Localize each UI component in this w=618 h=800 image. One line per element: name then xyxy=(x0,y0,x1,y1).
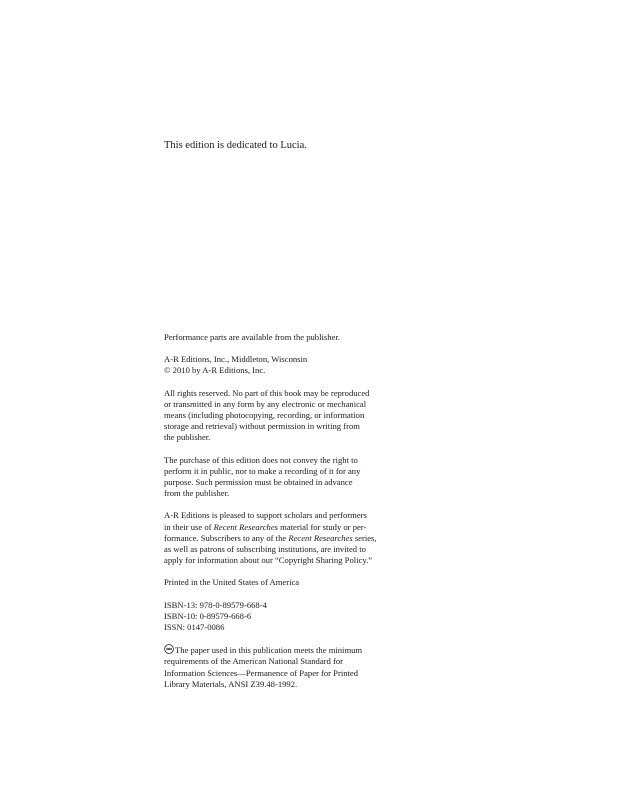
performance-note-line: Performance parts are available from the publisher. xyxy=(164,332,340,342)
purchase-line: perform it in public, nor to make a recording of it for any xyxy=(164,465,361,476)
paper-line: requirements of the American National Standard for xyxy=(164,656,343,667)
series-title: Recent Researches xyxy=(213,521,278,532)
paper-line xyxy=(164,644,414,656)
rights-notice xyxy=(164,388,414,444)
printed-location xyxy=(164,577,414,588)
paper-line: Library Materials, ANSI Z39.48-1992. xyxy=(164,678,298,689)
support-line: A-R Editions is pleased to support scholars and performers xyxy=(164,510,367,521)
dedication-text: This edition is dedicated to Lucia. xyxy=(164,140,307,151)
support-line: as well as patrons of subscribing institutions, are invited to xyxy=(164,544,366,555)
publisher-info xyxy=(164,354,414,376)
support-line xyxy=(164,533,414,544)
issn: ISSN: 0147-0086 xyxy=(164,622,225,633)
support-text: material for study or per- xyxy=(278,521,367,532)
purchase-line: from the publisher. xyxy=(164,488,230,499)
support-text: in their use of xyxy=(164,521,214,532)
copyright-block xyxy=(164,332,414,690)
rights-line: or transmitted in any form by any electronic or mechanical xyxy=(164,398,367,409)
rights-line: storage and retrieval) without permission in writing from xyxy=(164,421,360,432)
rights-line: All rights reserved. No part of this book may be reproduced xyxy=(164,387,370,398)
paper-text: The paper used in this publication meets the minimum xyxy=(175,645,363,656)
isbn-10: ISBN-10: 0-89579-668-6 xyxy=(164,610,252,621)
support-text: formance. Subscribers to any of the xyxy=(164,532,289,543)
rights-line: means (including photocopying, recording, or information xyxy=(164,410,365,421)
purchase-line: purpose. Such permission must be obtained in advance xyxy=(164,477,353,488)
publisher-location: A-R Editions, Inc., Middleton, Wisconsin xyxy=(164,354,308,365)
series-title: Recent Researches xyxy=(288,532,353,543)
paper-line: Information Sciences—Permanence of Paper for Printed xyxy=(164,667,359,678)
isbn-13: ISBN-13: 978-0-89579-668-4 xyxy=(164,599,267,610)
purchase-notice xyxy=(164,455,414,500)
infinity-permanence-icon xyxy=(164,644,174,654)
identifiers xyxy=(164,600,414,634)
support-line: apply for information about our “Copyright Sharing Policy.” xyxy=(164,555,373,566)
performance-note xyxy=(164,332,414,343)
support-notice xyxy=(164,510,414,566)
rights-line: the publisher. xyxy=(164,432,211,443)
printed-line: Printed in the United States of America xyxy=(164,577,300,588)
support-line xyxy=(164,522,414,533)
paper-standard-notice xyxy=(164,644,414,690)
purchase-line: The purchase of this edition does not convey the right to xyxy=(164,454,358,465)
copyright-notice: © 2010 by A-R Editions, Inc. xyxy=(164,365,266,376)
support-text: series, xyxy=(352,532,377,543)
